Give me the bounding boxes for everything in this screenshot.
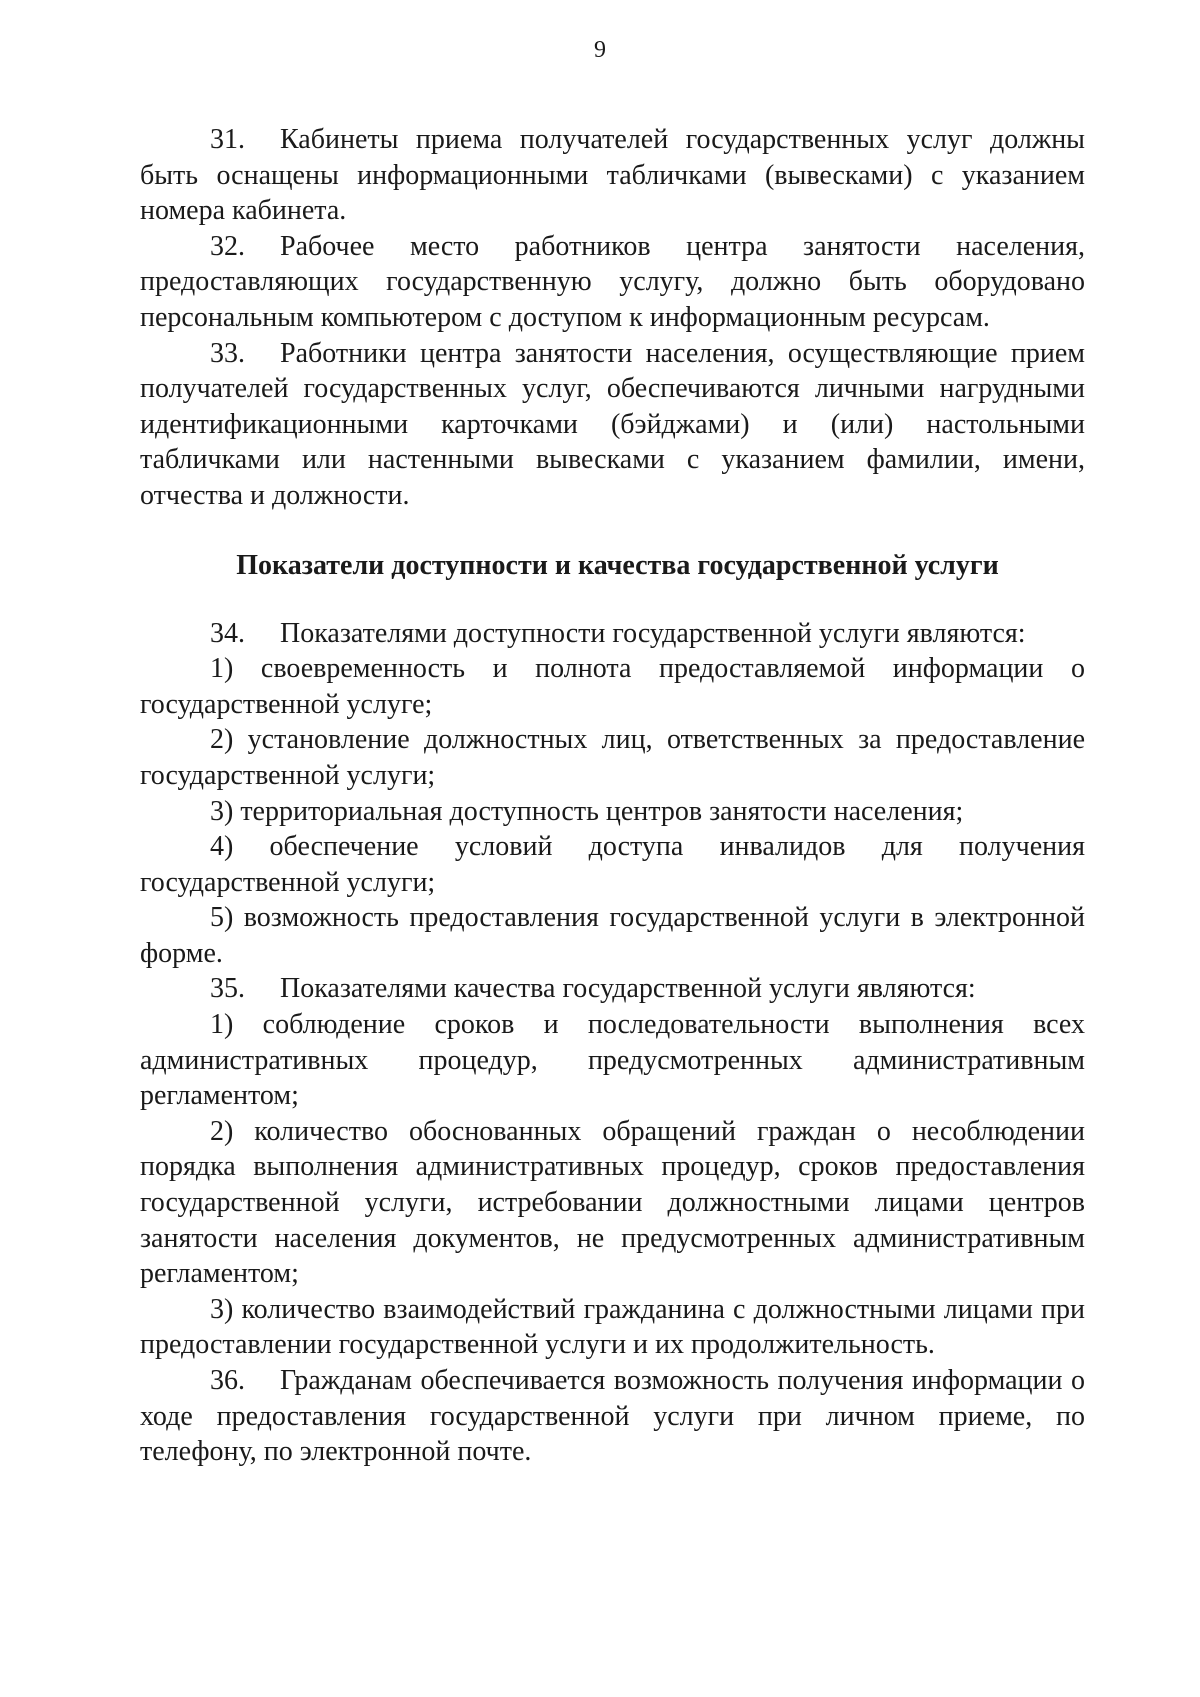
paragraph-text: Работники центра занятости населения, осуществляющие прием получателей государственных услуг, обеспечиваются личными нагрудными идентификационными карточками (бэйджами) и (или) настольными табличками или настенными вывесками с указанием фамилии, имени, отчества и должности.: [140, 337, 1085, 511]
paragraph-34: [140, 616, 1085, 652]
paragraph-text: Кабинеты приема получателей государственных услуг должны быть оснащены информационными табличками (вывесками) с указанием номера кабинета.: [140, 124, 1085, 227]
paragraph-36: [140, 1363, 1085, 1470]
paragraph-number: 36.: [210, 1365, 245, 1396]
list-item-34-4: 4) обеспечение условий доступа инвалидов для получения государственной услуги;: [140, 831, 1085, 898]
paragraph-number: 35.: [210, 973, 245, 1005]
list-item-35-2: 2) количество обоснованных обращений граждан о несоблюдении порядка выполнения административных процедур, сроков предоставления государственной услуги, истребовании должностными лицами центров занятости населения документов, не предусмотренных административным регламентом;: [140, 1115, 1085, 1290]
list-item-34-3: 3) территориальная доступность центров занятости населения;: [210, 795, 964, 827]
list-item-34-2: 2) установление должностных лиц, ответственных за предоставление государственной услуги;: [140, 724, 1085, 791]
list-item-35-3: 3) количество взаимодействий гражданина с должностными лицами при предоставлении государственной услуги и их продолжительность.: [140, 1293, 1085, 1361]
paragraph-35: [140, 971, 1085, 1007]
list-item-34-1: 1) своевременность и полнота предоставляемой информации о государственной услуге;: [140, 653, 1085, 720]
paragraph-number: 34.: [210, 617, 245, 649]
list-item-35-1: 1) соблюдение сроков и последовательности выполнения всех административных процедур, предусмотренных административным регламентом;: [140, 1009, 1085, 1112]
paragraph-number: 31.: [210, 124, 245, 155]
paragraph-text: Показателями доступности государственной услуги являются:: [280, 617, 1026, 649]
paragraph-31: [140, 122, 1085, 229]
paragraph-text: Рабочее место работников центра занятости населения, предоставляющих государственную услугу, должно быть оборудовано персональным компьютером с доступом к информационным ресурсам.: [140, 230, 1085, 333]
paragraph-number: 33.: [210, 337, 245, 369]
section-heading: Показатели доступности и качества государственной услуги: [236, 549, 999, 581]
list-item-34-5: 5) возможность предоставления государственной услуги в электронной форме.: [140, 902, 1085, 969]
paragraph-33: [140, 336, 1085, 514]
document-body: [140, 122, 1085, 1470]
paragraph-32: [140, 229, 1085, 336]
paragraph-text: Гражданам обеспечивается возможность получения информации о ходе предоставления государственной услуги при личном приеме, по телефону, по электронной почте.: [140, 1365, 1085, 1468]
paragraph-number: 32.: [210, 230, 245, 262]
paragraph-text: Показателями качества государственной услуги являются:: [280, 973, 976, 1005]
page-number: 9: [594, 37, 606, 63]
